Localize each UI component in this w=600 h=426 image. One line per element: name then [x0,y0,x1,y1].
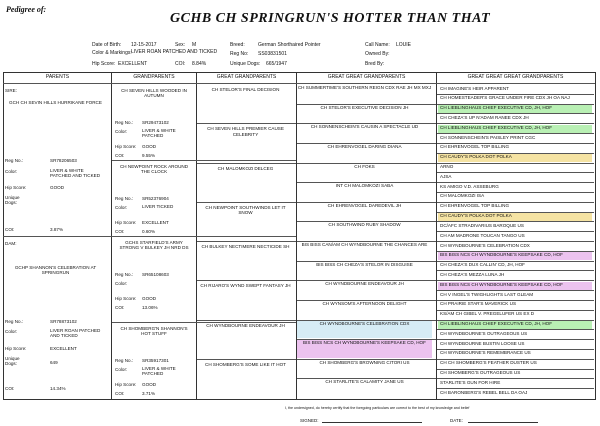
date-label: DATE: [450,418,463,423]
declaration: I, the undersigned, do hereby certify that the foregoing particulars are correct to the best of my knowledge and belief [285,406,470,410]
ggp-divider [197,359,296,360]
ggg-grandparent-name: CH CHEZA'S UP N'ADAM RANEE CDX JH [440,114,529,120]
gp-hip: GOOD [142,296,157,301]
ggg-grandparent-name: KS/AM CH GIBEL V. PREGELUFER US EX D [440,311,535,317]
great-grandparent-name: CH BULKEY NECTIMERE NECTICIDE SH [201,244,290,249]
gggp-divider [297,163,436,164]
gp-reg: SR35917301 [142,358,169,363]
dob-label: Date of Birth: [92,42,122,48]
coi-label: COI: [175,61,186,67]
gggp-divider [297,378,436,379]
ggggp-divider [437,388,594,389]
ggg-grandparent-name: CH WYNDBOURNE'S REMEMBRANCE US [440,350,531,356]
ggg-grandparent-name: KS AMIGO V.D. ASSEBURG [440,183,499,189]
gp-coi: 0.60% [142,229,156,234]
gggp-divider [297,359,436,360]
gp-reg-label: Reg No.: [115,358,134,363]
ggggp-divider [437,113,594,114]
ggg-grandparent-name: ARNO [440,164,454,169]
ggggp-divider [437,172,594,173]
dam-reg: SR78873102 [50,319,77,324]
callname-value: LOUIE [396,42,412,48]
gg-grandparent-name: INT CH MALOMKOZI SABA [335,183,394,189]
pedigree-label: Pedigree of: [6,5,47,14]
hip-label: Hip Score: [92,61,116,67]
ggg-grandparent-name: CH IMAGINE'S HEIR APPARENT [440,85,509,91]
gggp-divider [297,182,436,183]
gggp-divider [297,339,436,340]
ggggp-divider [437,290,594,291]
ggg-grandparent-name: CH CAUDY'S POLKA DOT POLKA [438,213,592,221]
breed-label: Breed: [230,42,245,48]
gggp-divider [297,104,436,105]
gp-reg: SR65108603 [142,272,169,277]
ggggp-divider [437,300,594,301]
dog-title: GCHB CH SPRINGRUN'S HOTTER THAN THAT [170,11,491,26]
ggg-grandparent-name: CH CH SHOMBERG'S FEATHER DUSTER US [440,360,537,366]
ggg-grandparent-name: CH WYNDBOURNE'S OUTRAGEOUS US [440,330,528,336]
ggggp-divider [437,163,594,164]
gg-grandparent-name: CH SONNENSCHEIN'S CAUSIN A SPECTACLE UD [310,124,419,130]
col-header-gg-grandparents: GREAT GREAT GRANDPARENTS [327,74,406,80]
gg-grandparent-name: BIS BISS CH CHEZA'S STELOR IN DISGUISE [316,261,413,267]
gp-hip-label: Hip Score: [115,382,137,387]
sire-color-label: Color: [5,169,18,174]
sire-color: LIVER & WHITE PATCHED AND TICKED [50,168,101,179]
gp-coi: 13.06% [142,305,158,310]
ggggp-divider [437,202,594,203]
gg-grandparent-name: BIS BISS NCS CH WYNDBOURNE'S KEEPSAKE CD, HOF [297,340,432,358]
gp-hip: GOOD [142,144,157,149]
ggggp-divider [437,378,594,379]
ggg-grandparent-name: CH CHEZA'S DUX CALLIN' CD, JH, HOF [440,262,525,268]
sire-hip-label: Hip Score: [5,185,27,190]
col-header-great-grandparents: GREAT GRANDPARENTS [216,74,277,80]
gg-grandparent-name: CH EHRENVOGEL DAREDEVIL JH [327,202,402,208]
ggp-divider [197,202,296,203]
gg-grandparent-name: CH SOUTHWIND RUBY SHADOW [328,222,401,228]
great-grandparent-name: CH MALOMKOZI DELCEG [217,165,274,171]
gggp-divider [297,143,436,144]
regno-value: SS03831501 [258,51,287,57]
gg-grandparent-name: CH EHRENVOGEL DARING DIANA [327,143,402,149]
ggg-grandparent-name: CH BARONBERG'S REBEL BELL DA OAJ [440,389,528,395]
gp-hip-label: Hip Score: [115,296,137,301]
great-grandparent-name: CH SHOMBERG'S SOME LIKE IT HOT [205,361,286,367]
regno-label: Reg No: [230,51,249,57]
sex-value: M [192,42,197,48]
unique-label: Unique Dogs: [230,61,261,67]
dam-coi: 14.34% [50,386,66,391]
gp-coi-label: COI: [115,305,125,310]
gp-reg-label: Reg No.: [115,272,134,277]
ggg-grandparent-name: CH HOMESTEADER'S GRACE UNDER FIRE CDX JH OA NAJ [440,95,570,101]
header-row-divider [3,83,595,84]
ggggp-divider [437,241,594,242]
gg-grandparent-name: CH WYNDBOURNE'S CELEBRATION CDX [297,321,432,339]
gp-reg-label: Reg No.: [115,120,134,125]
gp-hip: GOOD [142,382,157,387]
owned-label: Owned By: [365,51,390,57]
gp-color-label: Color: [115,129,128,134]
ggggp-divider [437,153,594,154]
great-grandparent-name: CH RIJARO'S WYND SWEPT FANTASY JH [200,283,291,289]
ggg-grandparent-name: CH EHRENVOGEL TOP BILLING [440,144,510,150]
ggggp-divider [437,329,594,330]
gggp-divider [297,280,436,281]
gp-color-label: Color: [115,205,128,210]
ggggp-divider [437,270,594,271]
color-label: Color & Markings: [92,50,132,56]
sire-reg: SR78206503 [50,158,77,163]
ggggp-divider [437,231,594,232]
ggggp-divider [437,212,594,213]
ggg-grandparent-name: BIS BISS NCS CH WYNDBOURNE'S KEEPSAKE CD, HOF [438,252,592,260]
ggggp-divider [437,261,594,262]
ggp-divider [197,123,296,124]
gggp-divider [297,221,436,222]
ggg-grandparent-name: CH EHRENVOGEL TOP BILLING [440,203,510,209]
gp-coi-label: COI: [115,391,125,396]
gp-hip-label: Hip Score: [115,144,137,149]
dam-hip-label: Hip Score: [5,346,27,351]
ggg-grandparent-name: CH AM MADRONE TOUCAN TANGO US [440,232,525,238]
col-divider-4 [436,72,437,399]
sire-coi: 3.87% [50,227,64,232]
ggggp-divider [437,94,594,95]
ggg-grandparent-name: CH SHOMBERG'S OUTRAGEOUS US [440,370,521,376]
great-grandparent-name: CH NEWPOINT SOUTHWINDS LET IT SNOW [205,204,286,216]
grandparent-name: GCHS STARFIELD'S ARMY STRONG V BULKEY JH NRD DS [119,240,189,251]
ggg-grandparent-name: CH LIEBLINGHAUS CHIEF EXECUTIVE CD, JH, HOF [438,105,592,113]
gg-grandparent-name: CH SUMMERTIME'S SOUTHERN REIGN CDX RAE JH MX MXJ [297,85,432,90]
ggggp-divider [437,104,594,105]
ggggp-divider [437,310,594,311]
dob-value: 12-15-2017 [131,42,157,48]
col-header-parents: PARENTS [45,74,70,80]
gggp-divider [297,320,436,321]
gp-reg: SR52376904 [142,196,169,201]
great-grandparent-name: CH SEVEN HILLS PREMIER CAUSE CELEBRITY [207,126,284,137]
ggggp-divider [437,133,594,134]
dam-reg-label: Reg No.: [5,319,24,324]
ggp-divider [197,280,296,281]
gp-coi: 9.55% [142,153,156,158]
ggggp-divider [437,221,594,222]
ggggp-divider [437,251,594,252]
dam-coi-label: COI: [5,386,15,391]
gggp-divider [297,300,436,301]
dam-name: GCHP SHANNON'S CELEBRATION AT SPRINGRUN [14,265,97,276]
ggg-grandparent-name: DC/AFC STRADIVARIUS BAROQUE US [440,222,524,228]
gg-grandparent-name: CH SHOMBERG'S BROWNING CITORI US [319,359,410,365]
ggg-grandparent-name: CH PRAIRIE STAR'S MAVERICK US [440,301,517,307]
gp-color-label: Color: [115,367,128,372]
signed-label: SIGNED: [300,418,319,423]
breed-value: German Shorthaired Pointer [258,42,321,48]
sire-hip: GOOD [50,185,65,190]
ggg-grandparent-name: CH LIEBLINGHAUS CHIEF EXECUTIVE CD, JH, HOF [438,125,592,133]
gg-grandparent-name: BIS BISS CAN/AM CH WYNDBOURNE THE CHANCES ARE [301,242,428,247]
gp-hip: EXCELLENT [142,220,169,225]
gp-hip-label: Hip Score: [115,220,137,225]
coi-value: 8.84% [192,61,207,67]
gp-color: LIVER TICKED [142,204,174,209]
ggggp-divider [437,320,594,321]
dam-role: DAM: [5,241,17,246]
gggp-divider [297,241,436,242]
col-header-ggg-grandparents: GREAT GREAT GREAT GRANDPARENTS [467,74,564,80]
ggg-grandparent-name: CH CAUDY'S POLKA DOT POLKA [438,154,592,162]
signed-line [322,422,422,423]
ggggp-divider [437,349,594,350]
gg-grandparent-name: CH FOKS [354,163,375,169]
gg-grandparent-name: CH STARLITE'S CALAMITY JANE US [325,379,404,385]
sire-reg-label: Reg No.: [5,158,24,163]
unique-value: 665/1947 [266,61,287,67]
bred-label: Bred By: [365,61,385,67]
ggggp-divider [437,192,594,193]
ggg-grandparent-name: STARLITE'S GUN FOR HIRE [440,379,501,385]
date-line [468,422,538,423]
dam-color-label: Color: [5,329,18,334]
gp-divider [112,160,296,161]
sire-dam-divider [3,236,296,237]
ggg-grandparent-name: CH WYNDBOURNE'S CELEBRATION CDX [440,242,530,248]
gp-reg-label: Reg No.: [115,196,134,201]
great-grandparent-name: CH STELOR'S FINAL DECISION [211,87,280,92]
ggggp-divider [437,359,594,360]
ggp-divider [197,320,296,321]
ggg-grandparent-name: CH CHEZA'S MEZZA LUNA JH [440,271,505,277]
ggggp-divider [437,280,594,281]
gggp-divider [297,123,436,124]
ggp-divider [197,241,296,242]
gp-reg: SR29473102 [142,120,169,125]
gggp-divider [297,202,436,203]
sex-label: Sex: [175,42,186,48]
col-header-grandparents: GRANDPARENTS [133,74,175,80]
gg-grandparent-name: CH STELOR'S EXECUTIVE DECISION JH [320,104,409,110]
grandparent-name: CH NEWPOINT ROCK AROUND THE CLOCK [119,164,189,175]
gg-grandparent-name: CH WYNDBOURNE ENDEAVOUR JH [325,281,404,287]
ggg-grandparent-name: BIS BISS NCS CH WYNDBOURNE'S KEEPSAKE CD, HOF [438,282,592,290]
gp-color: LIVER & WHITE PATCHED [142,128,176,139]
gggp-divider [297,261,436,262]
callname-label: Call Name: [365,42,390,48]
grandparent-name: CH SEVEN HILLS WOODED IN AUTUMN [121,88,187,99]
gg-grandparent-name: CH WYNSOM'S AFTERNOON DELIGHT [322,300,407,306]
ggp-divider [197,163,296,164]
color-value: LIVER ROAN PATCHED AND TICKED [131,49,218,55]
ggggp-divider [437,182,594,183]
ggg-grandparent-name: CH MALOMKOZI ISA [440,193,485,199]
ggg-grandparent-name: CH WYNDBOURNE BUSTIN LOOSE US [440,340,525,346]
dam-unique-label: Unique Dogs: [5,356,20,367]
gp-coi: 3.71% [142,391,156,396]
ggggp-divider [437,369,594,370]
dam-unique: 649 [50,360,58,365]
dam-color: LIVER ROAN PATCHED AND TICKED [50,328,101,339]
ggg-grandparent-name: CH V INGEL'S TWIGHLIGHTS LAST GLEAM [440,291,534,297]
sire-coi-label: COI: [5,227,15,232]
ggg-grandparent-name: CH LIEBLINGHAUS CHIEF EXECUTIVE CD, JH, HOF [438,321,592,329]
sire-name: GCH CH SEVIN HILLS HURRIKANE FORCE [9,100,102,105]
gp-color: LIVER & WHITE PATCHED [142,366,176,377]
ggggp-divider [437,123,594,124]
ggggp-divider [437,339,594,340]
grandparent-name: CH SHOMBERG'N SHANNON'S HOT STUFF [120,326,188,337]
gp-color-label: Color: [115,281,128,286]
gp-coi-label: COI: [115,153,125,158]
gp-coi-label: COI: [115,229,125,234]
dam-hip: EXCELLENT [50,346,77,351]
sire-role: SIRE: [5,88,17,93]
hip-value: EXCELLENT [118,61,148,67]
ggggp-divider [437,143,594,144]
sire-unique-label: Unique Dogs: [5,195,20,206]
great-grandparent-name: CH WYNDBOURNE ENDEAVOUR JH [206,322,285,328]
ggg-grandparent-name: CH SONNENSCHEIN'S PAISLEY PRINT CGC [440,134,536,140]
ggg-grandparent-name: AJSA [440,173,452,179]
